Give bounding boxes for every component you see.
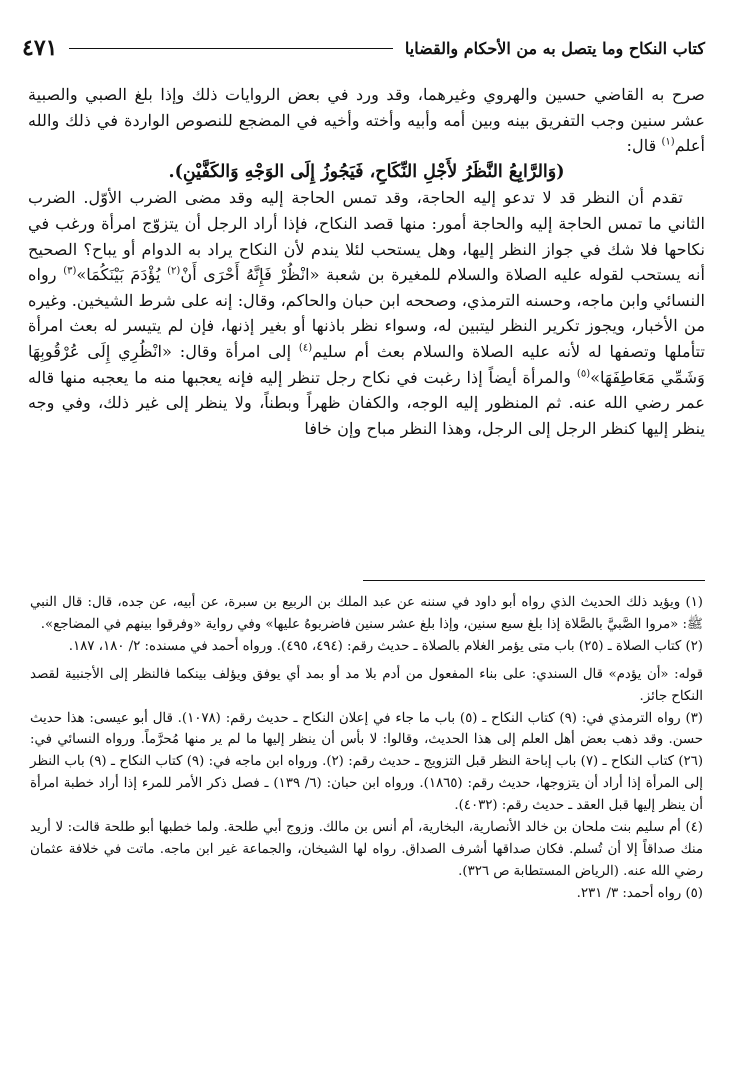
footnote-separator bbox=[363, 580, 705, 581]
paragraph-2-text-d: والمرأة أيضاً إذا رغبت في نكاح رجل تنظر إليه فإنه يعجبها منه ما يعجبه منها قاله عمر رضي الله عنه. ثم المنظور إليه الوجه، والكفان ظهراً وبطناً، ولا ينظر إلى غير ذلك، وفي وجه ينظر إليها كنظر الرجل إلى الرجل، وهذا النظر مباح وإن خافا bbox=[28, 367, 705, 438]
footnote-3: (٣) رواه الترمذي في: (٩) كتاب النكاح ـ (٥) باب ما جاء في إعلان النكاح ـ حديث رقم: (١٠٧٨). قال أبو عيسى: هذا حديث حسن. وقد ذهب بعض أهل العلم إلى هذا الحديث، وقالوا: لا بأس أن ينظر إليها ما لم ير منها مُحرَّماً. ورواه النسائي في: (٢٦) كتاب النكاح ـ (٧) باب إباحة النظر قبل التزويج ـ حديث رقم: (٢). ورواه ابن ماجه في: (٩) كتاب النكاح ـ (٩) باب النظر إلى المرأة إذا أراد أن يتزوجها، حديث رقم: (١٨٦٥). ورواه ابن حبان: (٦/ ١٣٩) ـ فصل ذكر الأمر للمرء إذا أراد خطبة امرأة أن ينظر إليها قبل العقد ـ حديث رقم: (٤٠٣٢). bbox=[30, 710, 704, 814]
footnote-4: (٤) أم سليم بنت ملحان بن خالد الأنصارية، البخارية، أم أنس بن مالك. وزوج أبي طلحة. ولما خطبها أبو طلحة قالت: لا أريد منك صداقاً إلا أن تُسلم. فكان صداقها أشرف الصداق. رواه لها الشيخان، والجماعة غير ابن ماجه. ماتت في خلافة عثمان رضي الله عنه. (الرياض المستطابة ص ٣٢٦). bbox=[30, 820, 703, 879]
footnote-1: (١) ويؤيد ذلك الحديث الذي رواه أبو داود في سننه عن عبد الملك بن الربيع بن سبرة، عن أبيه، عن جده، قال: قال النبي ﷺ: «مروا الصَّبيَّ بالصَّلاة إذا بلغ سبع سنين، وإذا بلغ عشر سنين فاضربوهُ عليها» وفي رواية «وفرقوا بينهم في المضاجع». bbox=[30, 595, 703, 632]
footnotes bbox=[30, 592, 703, 905]
footnote-ref-1: (١) bbox=[661, 136, 675, 148]
page-header bbox=[22, 28, 705, 68]
header-rule bbox=[69, 48, 392, 49]
paragraph-1-end: قال: bbox=[626, 136, 662, 156]
paragraph-2-hadith-b: يُؤْدَمَ بَيْنَكُمَا» bbox=[76, 265, 168, 285]
running-title: كتاب النكاح وما يتصل به من الأحكام والقضايا bbox=[404, 38, 705, 58]
page-number: ٤٧١ bbox=[22, 35, 58, 61]
footnote-ref-2: (٢) bbox=[167, 265, 181, 277]
paragraph-2-text-a: تقدم أن النظر قد لا تدعو إليه الحاجة، وقد تمس الحاجة إليه وقد مضى الضرب الأوّل. الضرب الثاني ما تمس الحاجة إليه والحاجة أمور: منها قصد النكاح، فإذا أراد الرجل أن يتزوّج امرأة ورغب في نكاحها فلا شك في جواز النظر إليها، وهل يستحب لئلا يندم لأن النكاح يراد به الدوام أو يباح؟ الصحيح أنه يستحب لقوله عليه الصلاة والسلام للمغيرة بن شعبة «انْظُرْ فَإِنَّهُ أَحْرَى أَنْ bbox=[28, 188, 705, 285]
footnote-2: (٢) كتاب الصلاة ـ (٢٥) باب متى يؤمر الغلام بالصلاة ـ حديث رقم: (٤٩٤، ٤٩٥). ورواه أحمد في مسنده: ٢/ ١٨٠، ١٨٧. bbox=[68, 638, 703, 654]
footnote-5: (٥) رواه أحمد: ٣/ ٢٣١. bbox=[576, 885, 703, 901]
paragraph-2 bbox=[28, 185, 705, 441]
paragraph-2-text-b: رواه النسائي وابن ماجه، وحسنه الترمذي، وصححه ابن حبان والحاكم، وقال: إنه على شرط الشيخين. وغيره من الأخبار، ويجوز تكرير النظر ليتبين له، وسواء نظر باذنها أو بغير إذنها، فإن لم يتيسر له بعث امرأة تتأملها وتصفها له لأنه عليه الصلاة والسلام بعث أم سليم bbox=[28, 265, 706, 361]
footnote-ref-5: (٥) bbox=[576, 368, 591, 380]
paragraph-2-text-c: إلى امرأة وقال: «انْظُرِي إِلَى عُرْقُوبِهَا وَشَمِّي مَعَاطِفَهَا» bbox=[28, 341, 705, 387]
footnote-ref-3: (٣) bbox=[63, 265, 77, 277]
paragraph-1-text: صرح به القاضي حسين والهروي وغيرهما، وقد ورد في بعض الروايات ذلك وإذا بلغ الصبي والصبية عشر سنين وجب التفريق بينه وبين أمه وأبيه وأخته وأخيه في المضجع للنصوص الواردة في ذلك والله أعلم bbox=[28, 85, 705, 156]
paragraph-1 bbox=[28, 82, 705, 159]
matn-text: (وَالرَّابِعُ النَّظَرُ لأَجْلِ النِّكَاحِ، فَيَجُوزُ إِلَى الوَجْهِ وَالكَفَّيْنِ). bbox=[168, 161, 565, 182]
main-text bbox=[28, 82, 705, 441]
footnote-2-comment: قوله: «أن يؤدم» قال السندي: على بناء المفعول من أدم بلا مد أو بمد أي يوفق ويؤلف بينكما فالنظر إلى الأجنبية لقصد النكاح جائز. bbox=[30, 666, 703, 704]
footnote-ref-4: (٤) bbox=[298, 342, 313, 354]
